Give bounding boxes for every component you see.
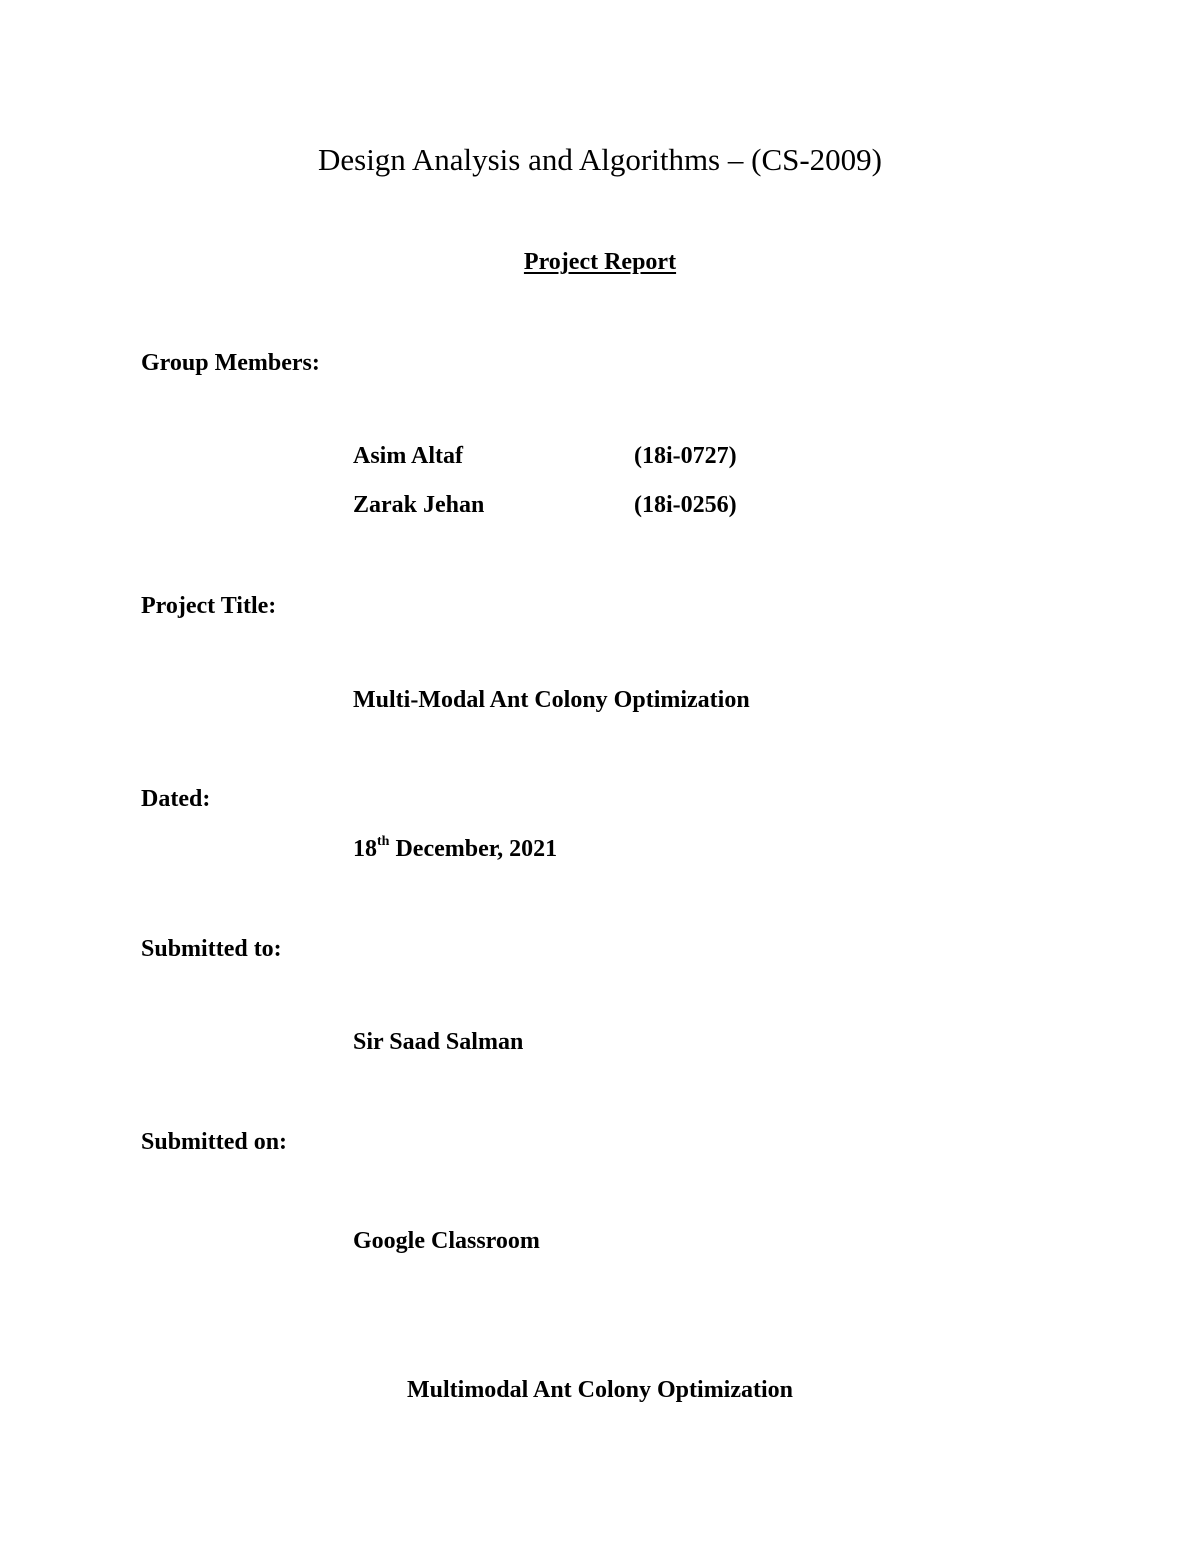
date-day-suffix: th bbox=[377, 834, 390, 849]
dated-value bbox=[353, 834, 558, 862]
project-title-label: Project Title: bbox=[141, 593, 277, 619]
date-day: 18 bbox=[353, 836, 377, 862]
member-id: (18i-0727) bbox=[634, 443, 737, 469]
member-id: (18i-0256) bbox=[634, 492, 737, 518]
document-title: Multimodal Ant Colony Optimization bbox=[406, 1377, 794, 1403]
submitted-to-value: Sir Saad Salman bbox=[353, 1029, 524, 1055]
report-heading-text: Project Report bbox=[523, 249, 677, 275]
submitted-on-value: Google Classroom bbox=[353, 1228, 540, 1254]
course-title: Design Analysis and Algorithms – (CS-2009) bbox=[317, 142, 883, 177]
member-name: Asim Altaf bbox=[353, 443, 463, 469]
dated-label: Dated: bbox=[141, 786, 211, 812]
date-rest: December, 2021 bbox=[389, 836, 558, 862]
group-members-label: Group Members: bbox=[141, 350, 320, 376]
submitted-on-label: Submitted on: bbox=[141, 1129, 288, 1155]
submitted-to-label: Submitted to: bbox=[141, 936, 282, 962]
member-name: Zarak Jehan bbox=[353, 492, 485, 518]
project-title-value: Multi-Modal Ant Colony Optimization bbox=[353, 687, 750, 713]
report-heading bbox=[0, 250, 1200, 274]
